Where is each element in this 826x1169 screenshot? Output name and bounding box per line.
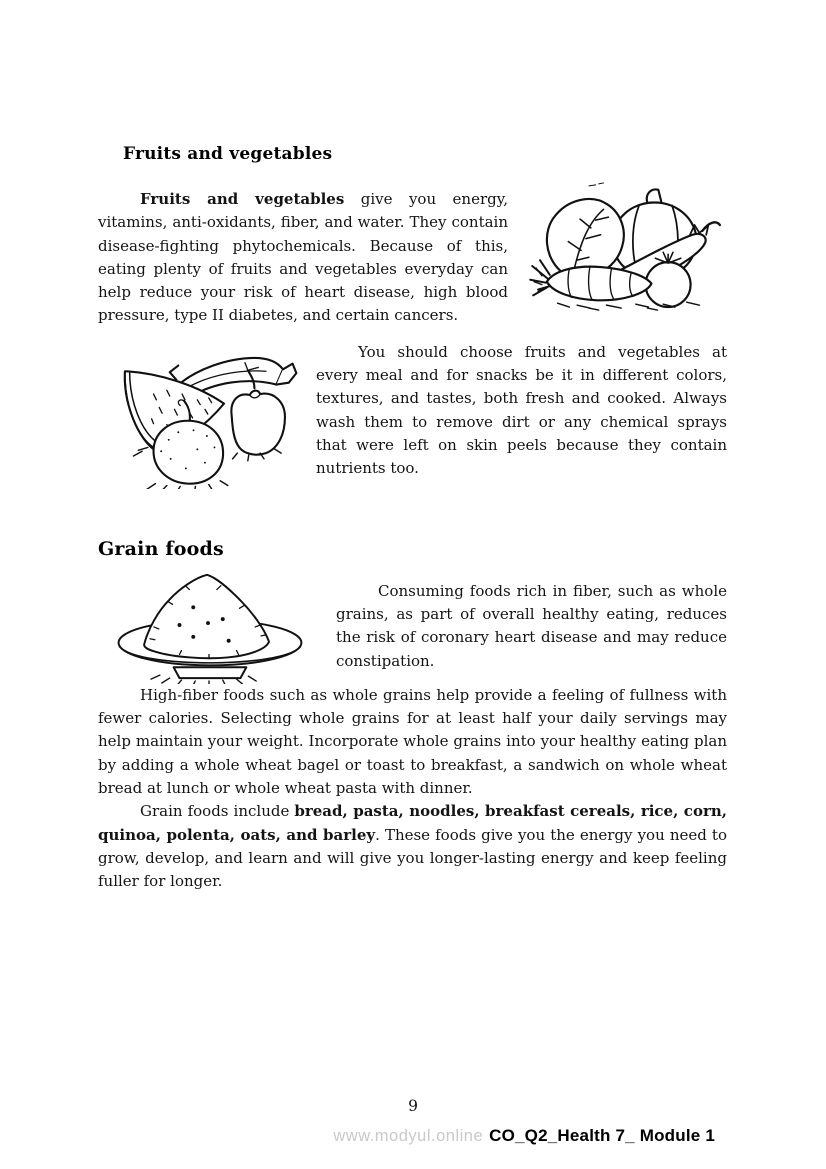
paragraph-choose-fruits: You should choose fruits and vegetables at every meal and for snacks be it in different colors, textures, and tastes, both fresh and cooked. Always wash them to remove dirt or any chemical sprays that were left on skin peels because they contain nutrients too.	[316, 342, 727, 478]
fruits-intro-bold-lead: Fruits and vegetables	[140, 190, 345, 208]
vegetables-line-art-icon	[528, 180, 728, 312]
fruits-illustration	[104, 343, 304, 489]
grain-include-lead: Grain foods include	[140, 802, 295, 821]
paragraph-high-fiber: High-fiber foods such as whole grains help provide a feeling of fullness with fewer calories. Selecting whole grains for at least half your daily servings may help maintain your weight. Incorporate whole grains into your healthy eating plan by adding a whole wheat bagel or toast to breakfast, a sandwich on whole wheat bread at lunch or whole wheat pasta with dinner.	[98, 685, 727, 797]
paragraph-grain-include	[98, 800, 727, 893]
watermark-text: www.modyul.online	[333, 1127, 484, 1145]
vegetables-illustration	[528, 180, 728, 312]
page-footer	[333, 1126, 715, 1146]
fruits-line-art-icon	[104, 343, 304, 489]
heading-grain-foods: Grain foods	[98, 537, 224, 560]
section-fruits-intro	[98, 188, 727, 328]
page-content	[0, 145, 826, 893]
section-choose-fruits	[98, 341, 727, 489]
grain-include-bold-list: bread, pasta, noodles, breakfast cereals, rice, corn, quinoa, polenta, oats, and barley	[98, 802, 727, 844]
rice-plate-illustration	[110, 566, 308, 684]
heading-fruits-and-vegetables: Fruits and vegetables	[123, 144, 333, 164]
grain-include-rest: . These foods give you the energy you need to grow, develop, and learn and will give you longer-lasting energy and keep feeling fuller for longer.	[98, 825, 727, 891]
rice-plate-line-art-icon	[110, 566, 308, 684]
module-label: CO_Q2_Health 7_ Module 1	[489, 1126, 715, 1145]
fruits-intro-text: give you energy, vitamins, anti-oxidants, fiber, and water. They contain disease-fighting phytochemicals. Because of this, eating plenty of fruits and vegetables everyday can help reduce your risk of heart disease, high blood pressure, type II diabetes, and certain cancers.	[98, 190, 508, 325]
paragraph-grain-fiber: Consuming foods rich in fiber, such as whole grains, as part of overall healthy eating, reduces the risk of coronary heart disease and may reduce constipation.	[336, 581, 727, 670]
section-grain-fiber	[98, 566, 727, 684]
page-number: 9	[408, 1097, 418, 1115]
